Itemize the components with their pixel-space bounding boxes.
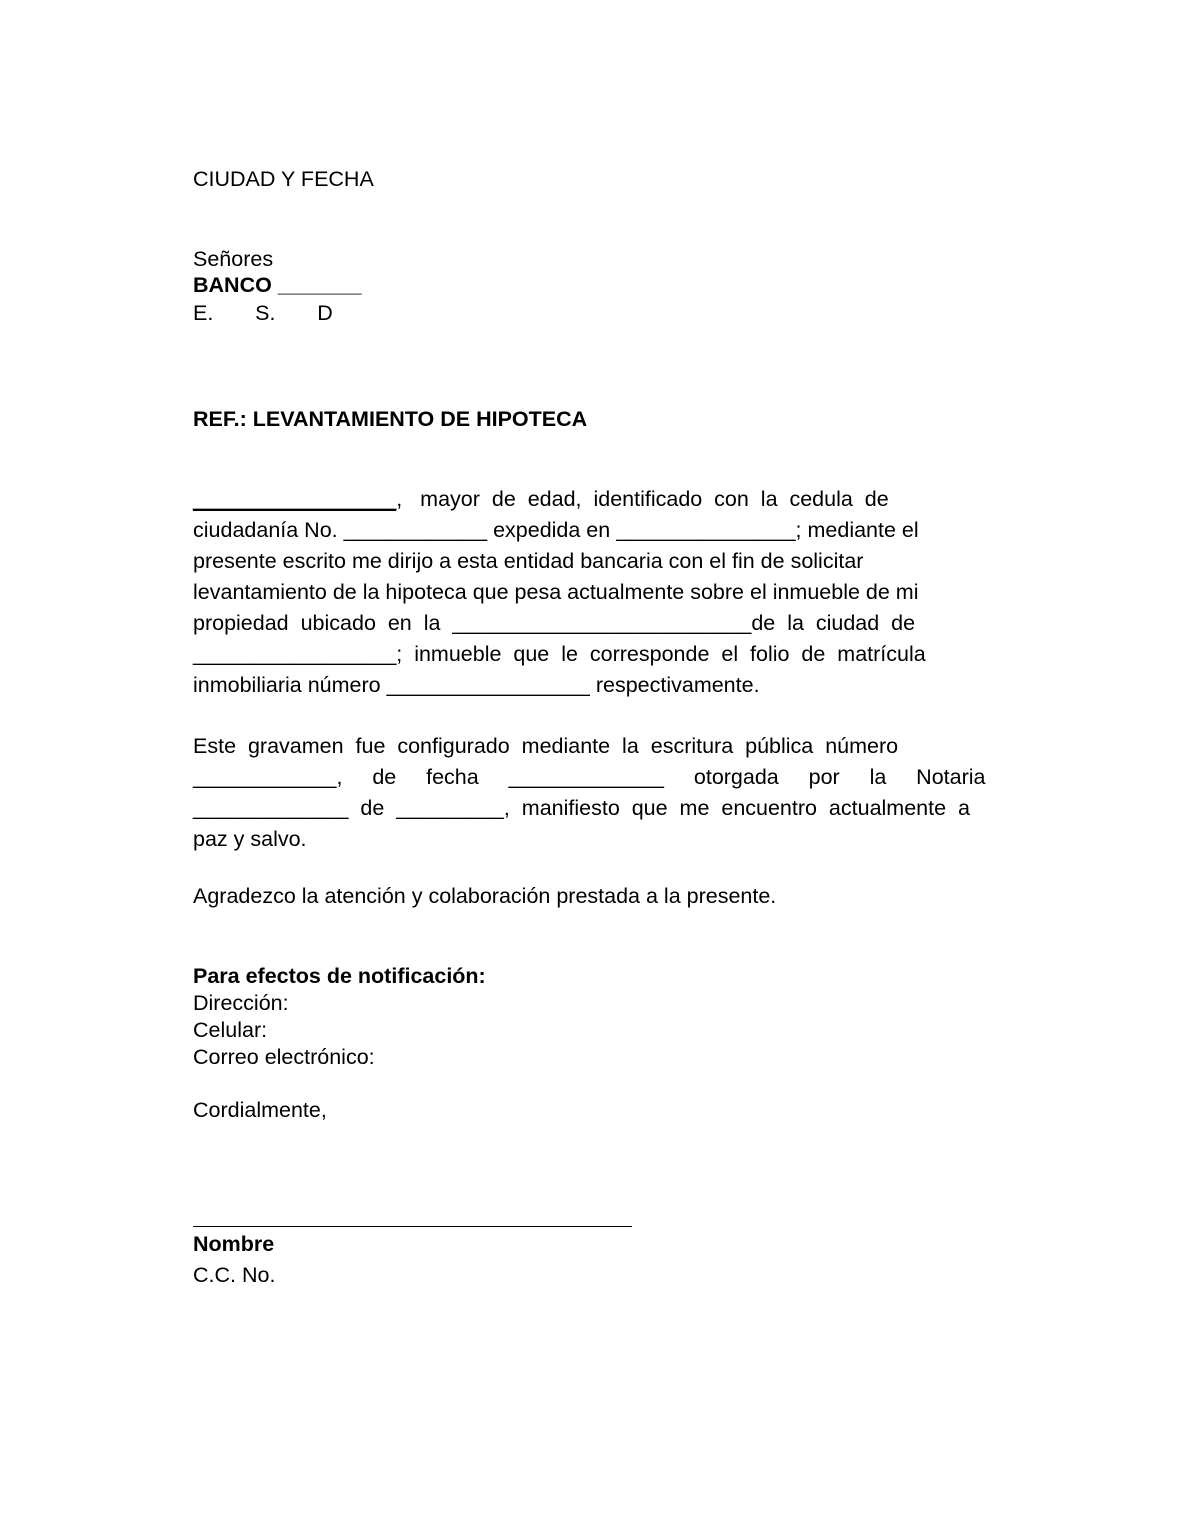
bank-line — [193, 272, 362, 298]
p1-line-5 — [193, 610, 915, 636]
bank-label: BANCO — [193, 273, 272, 297]
p2-line-1: Este gravamen fue configurado mediante la escritura pública número — [193, 734, 899, 758]
bank-blank: _______ — [277, 273, 362, 297]
p1-line-6 — [193, 641, 926, 667]
p2-line-2: ____________, de fecha _____________ otorgada por la Notaria — [193, 765, 986, 789]
name-blank: _________________ — [193, 487, 397, 511]
p1-line-4: levantamiento de la hipoteca que pesa actualmente sobre el inmueble de mi — [193, 580, 919, 604]
p1-line-5-a: propiedad ubicado en la — [193, 611, 453, 635]
p2-line-4: paz y salvo. — [193, 827, 307, 851]
salutation: Señores — [193, 247, 274, 271]
p1-line-3: presente escrito me dirijo a esta entidad bancaria con el fin de solicitar — [193, 549, 864, 573]
notification-address: Dirección: — [193, 991, 289, 1015]
notification-email: Correo electrónico: — [193, 1045, 375, 1069]
reference-title: REF.: LEVANTAMIENTO DE HIPOTECA — [193, 407, 588, 431]
p1-line-6-text: ; inmueble que le corresponde el folio de matrícula — [396, 642, 926, 666]
p2-line-3: _____________ de _________, manifiesto que me encuentro actualmente a — [193, 796, 970, 820]
city-blank: _________________ — [193, 642, 397, 666]
location-blank: _________________________ — [452, 611, 752, 635]
p1-line-7: inmobiliaria número _________________ respectivamente. — [193, 673, 760, 697]
closing: Cordialmente, — [193, 1098, 327, 1122]
p1-line-1 — [193, 486, 889, 512]
notification-phone: Celular: — [193, 1018, 268, 1042]
p1-line-5-b: de la ciudad de — [751, 611, 916, 635]
p1-line-1-text: , mayor de edad, identificado con la cedula de — [396, 487, 889, 511]
esd: E. S. D — [193, 301, 333, 325]
signature-id: C.C. No. — [193, 1263, 276, 1287]
signature-name: Nombre — [193, 1232, 275, 1256]
notification-title: Para efectos de notificación: — [193, 964, 486, 988]
signature-line — [193, 1226, 632, 1227]
p1-line-2: ciudadanía No. ____________ expedida en _______________; mediante el — [193, 518, 919, 542]
thanks-line: Agradezco la atención y colaboración prestada a la presente. — [193, 884, 777, 908]
city-date: CIUDAD Y FECHA — [193, 167, 374, 191]
